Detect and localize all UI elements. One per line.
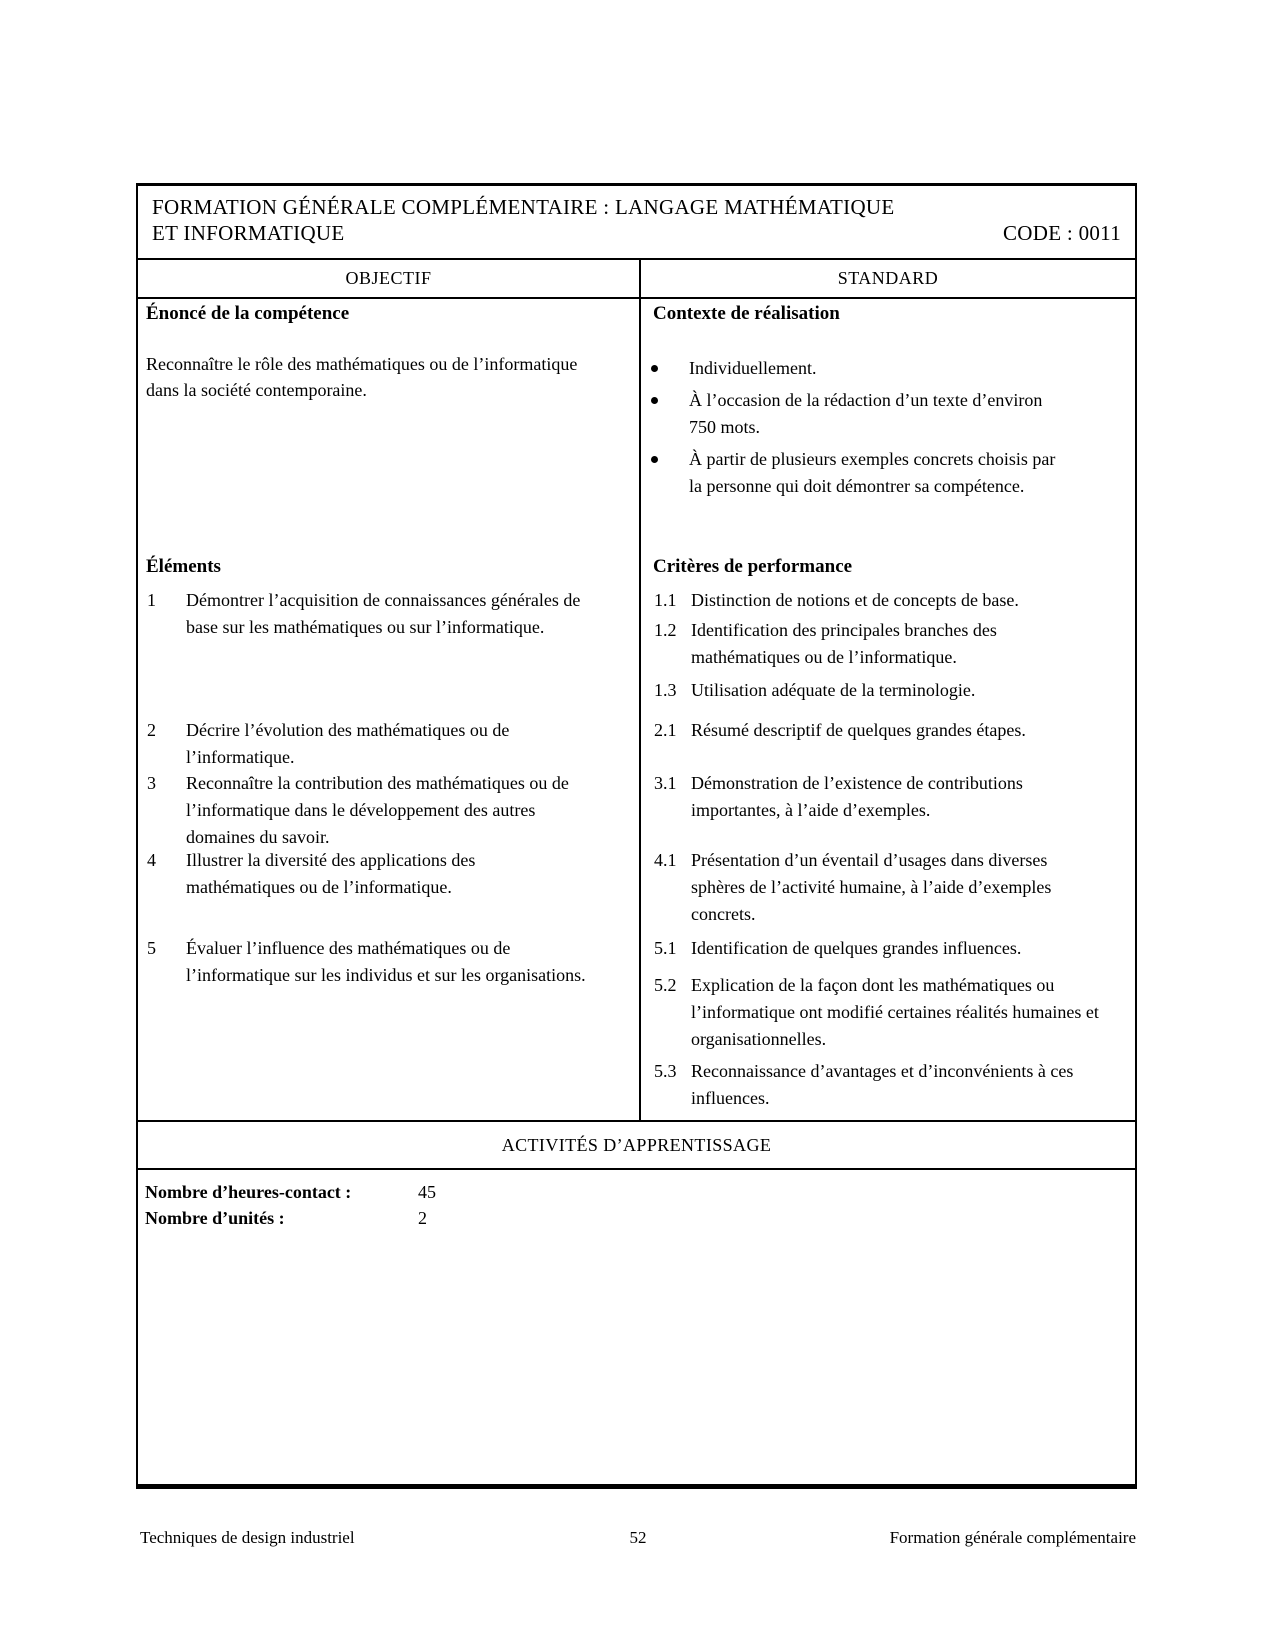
hours-section [138, 1170, 1135, 1484]
activites-header: ACTIVITÉS D’APPRENTISSAGE [501, 1135, 772, 1155]
critere-text: Identification de quelques grandes influences. [691, 938, 1022, 958]
critere-item-5-3 [654, 1058, 1101, 1112]
critere-number: 1.1 [654, 590, 677, 610]
element-number: 5 [147, 938, 156, 958]
element-item-2 [147, 717, 586, 771]
element-item-1 [147, 587, 606, 641]
critere-item-1-2 [654, 617, 1101, 671]
bullet-text: À partir de plusieurs exemples concrets choisis par la personne qui doit démontrer sa compétence. [689, 449, 1056, 496]
element-text: Décrire l’évolution des mathématiques ou de l’informatique. [186, 720, 510, 767]
critere-item-1-1 [654, 587, 1101, 614]
contexte-bullet-list [651, 355, 1071, 505]
critere-item-5-2 [654, 972, 1101, 1053]
hours-contact-value: 45 [418, 1182, 436, 1202]
critere-text: Distinction de notions et de concepts de base. [691, 590, 1019, 610]
course-code: CODE : 0011 [1002, 221, 1121, 245]
competency-table [136, 183, 1137, 1489]
critere-item-2-1 [654, 717, 1101, 744]
elements-header: Éléments [146, 556, 221, 577]
table-title-row [138, 186, 1135, 260]
standard-column [643, 299, 1135, 1120]
units-label: Nombre d’unités : [145, 1208, 285, 1228]
element-text: Évaluer l’influence des mathématiques ou de l’informatique sur les individus et sur les organisations. [186, 938, 586, 985]
column-headers-row [138, 260, 1135, 299]
column-header-objectif: OBJECTIF [138, 260, 641, 297]
critere-number: 5.1 [654, 938, 677, 958]
bullet-icon [651, 397, 658, 404]
critere-number: 2.1 [654, 720, 677, 740]
contexte-bullet-1 [651, 355, 1071, 382]
critere-number: 1.3 [654, 680, 677, 700]
page-footer [140, 1527, 1136, 1549]
critere-item-1-3 [654, 677, 1101, 704]
element-number: 1 [147, 590, 156, 610]
hours-contact-label: Nombre d’heures-contact : [145, 1182, 352, 1202]
bullet-text: À l’occasion de la rédaction d’un texte d’environ 750 mots. [689, 390, 1043, 437]
element-number: 3 [147, 773, 156, 793]
critere-text: Identification des principales branches des mathématiques ou de l’informatique. [691, 620, 997, 667]
document-title-line2: ET INFORMATIQUE [152, 221, 345, 245]
critere-item-5-1 [654, 935, 1101, 962]
document-title-line2-row [152, 220, 1121, 246]
column-header-standard: STANDARD [837, 268, 939, 288]
objectif-column [138, 299, 641, 1120]
element-number: 4 [147, 850, 156, 870]
critere-text: Présentation d’un éventail d’usages dans diverses sphères de l’activité humaine, à l’aide d’exemples concrets. [691, 850, 1052, 924]
element-item-3 [147, 770, 586, 851]
enonce-body: Reconnaître le rôle des mathématiques ou de l’informatique dans la société contemporaine. [146, 354, 578, 400]
bullet-text: Individuellement. [689, 358, 817, 378]
bullet-icon [651, 456, 658, 463]
element-text: Illustrer la diversité des applications des mathématiques ou de l’informatique. [186, 850, 476, 897]
units-value: 2 [418, 1208, 427, 1228]
critere-number: 5.2 [654, 975, 677, 995]
bullet-icon [651, 365, 658, 372]
units-row [145, 1205, 1135, 1231]
element-text: Reconnaître la contribution des mathématiques ou de l’informatique dans le développement des autres domaines du savoir. [186, 773, 569, 847]
critere-text: Explication de la façon dont les mathématiques ou l’informatique ont modifié certaines réalités humaines et organisationnelles. [691, 975, 1099, 1049]
element-item-4 [147, 847, 586, 901]
enonce-header: Énoncé de la compétence [146, 303, 350, 324]
activites-row [138, 1120, 1135, 1170]
critere-text: Reconnaissance d’avantages et d’inconvénients à ces influences. [691, 1061, 1074, 1108]
footer-program: Techniques de design industriel [140, 1528, 355, 1547]
critere-text: Utilisation adéquate de la terminologie. [691, 680, 976, 700]
critere-item-3-1 [654, 770, 1101, 824]
element-item-5 [147, 935, 586, 989]
criteres-header: Critères de performance [653, 556, 853, 577]
main-content-row [138, 299, 1135, 1120]
page-number: 52 [629, 1528, 647, 1547]
critere-item-4-1 [654, 847, 1101, 928]
critere-number: 4.1 [654, 850, 677, 870]
critere-text: Démonstration de l’existence de contributions importantes, à l’aide d’exemples. [691, 773, 1023, 820]
document-title-line1: FORMATION GÉNÉRALE COMPLÉMENTAIRE : LANGAGE MATHÉMATIQUE [152, 195, 895, 219]
element-number: 2 [147, 720, 156, 740]
critere-number: 3.1 [654, 773, 677, 793]
contexte-bullet-2 [651, 387, 1071, 441]
critere-number: 5.3 [654, 1061, 677, 1081]
hours-contact-row [145, 1179, 1135, 1205]
critere-number: 1.2 [654, 620, 677, 640]
critere-text: Résumé descriptif de quelques grandes étapes. [691, 720, 1026, 740]
element-text: Démontrer l’acquisition de connaissances générales de base sur les mathématiques ou sur l’informatique. [186, 590, 581, 637]
contexte-bullet-3 [651, 446, 1071, 500]
footer-section: Formation générale complémentaire [889, 1528, 1136, 1547]
contexte-header: Contexte de réalisation [653, 303, 840, 324]
